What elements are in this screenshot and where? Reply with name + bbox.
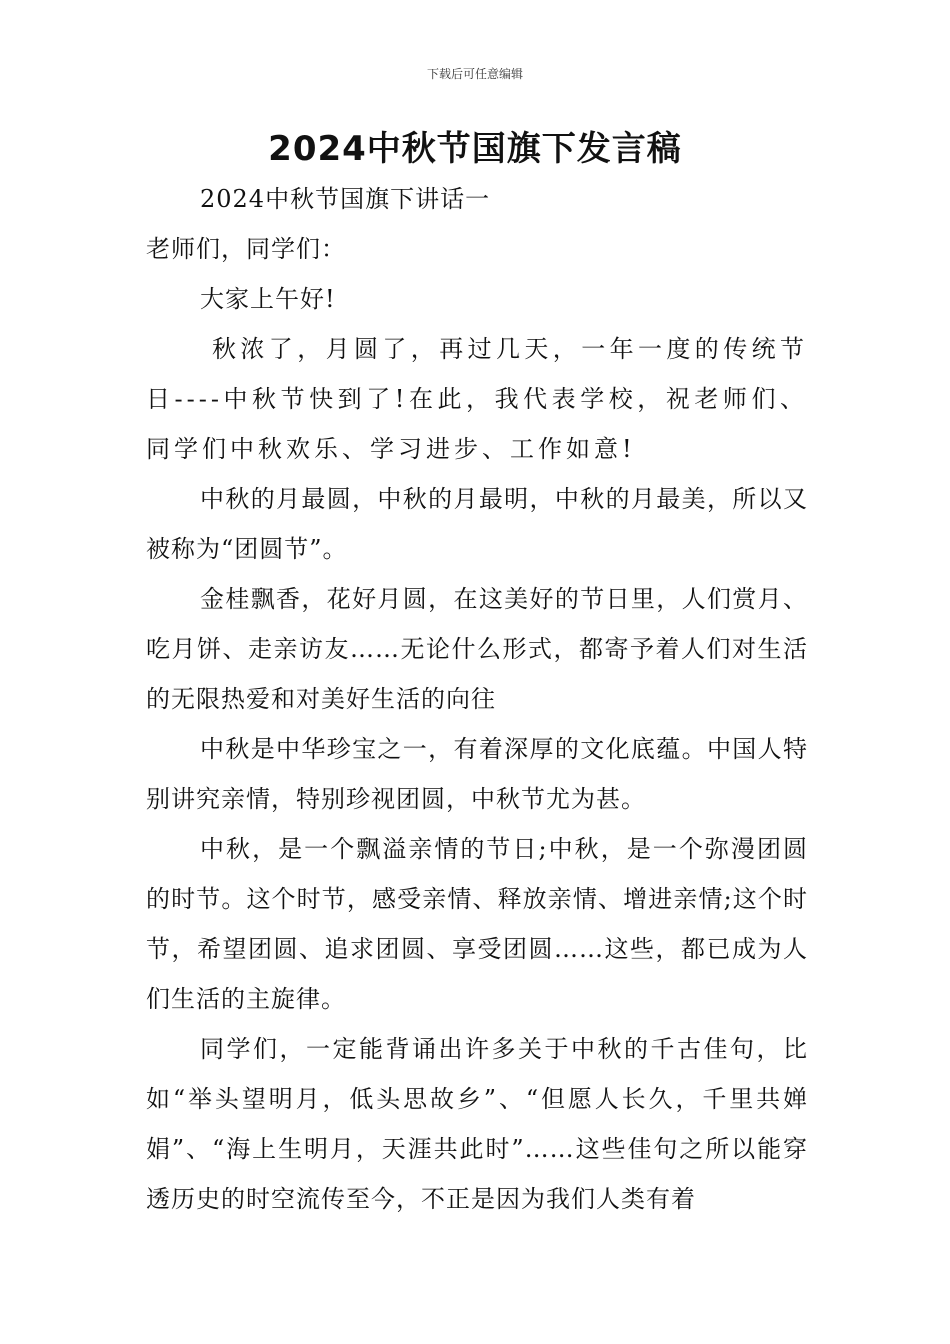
document-title: 2024中秋节国旗下发言稿 [268,129,682,169]
body-paragraph: 秋浓了，月圆了，再过几天，一年一度的传统节日----中秋节快到了!在此，我代表学校，祝老师们、同学们中秋欢乐、学习进步、工作如意! [146,335,808,463]
body-paragraph: 中秋是中华珍宝之一，有着深厚的文化底蕴。中国人特别讲究亲情，特别珍视团圆，中秋节尤为甚。 [146,735,808,813]
body-paragraph: 中秋的月最圆，中秋的月最明，中秋的月最美，所以又被称为“团圆节”。 [146,485,808,563]
salutation-paragraph: 老师们，同学们： [146,235,346,263]
greeting-paragraph: 大家上午好! [200,285,336,313]
body-paragraph: 金桂飘香，花好月圆，在这美好的节日里，人们赏月、吃月饼、走亲访友……无论什么形式，都寄予着人们对生活的无限热爱和对美好生活的向往 [146,585,808,713]
body-paragraph: 中秋，是一个飘溢亲情的节日;中秋，是一个弥漫团圆的时节。这个时节，感受亲情、释放亲情、增进亲情;这个时节，希望团圆、追求团圆、享受团圆……这些，都已成为人们生活的主旋律。 [146,835,808,1013]
document-body [146,174,808,1224]
header-note: 下载后可任意编辑 [426,67,523,81]
subtitle-paragraph: 2024中秋节国旗下讲话一 [200,185,491,213]
body-paragraph: 同学们，一定能背诵出许多关于中秋的千古佳句，比如“举头望明月，低头思故乡”、“但愿人长久，千里共婵娟”、“海上生明月，天涯共此时”……这些佳句之所以能穿透历史的时空流传至今，不正是因为我们人类有着 [146,1035,808,1213]
